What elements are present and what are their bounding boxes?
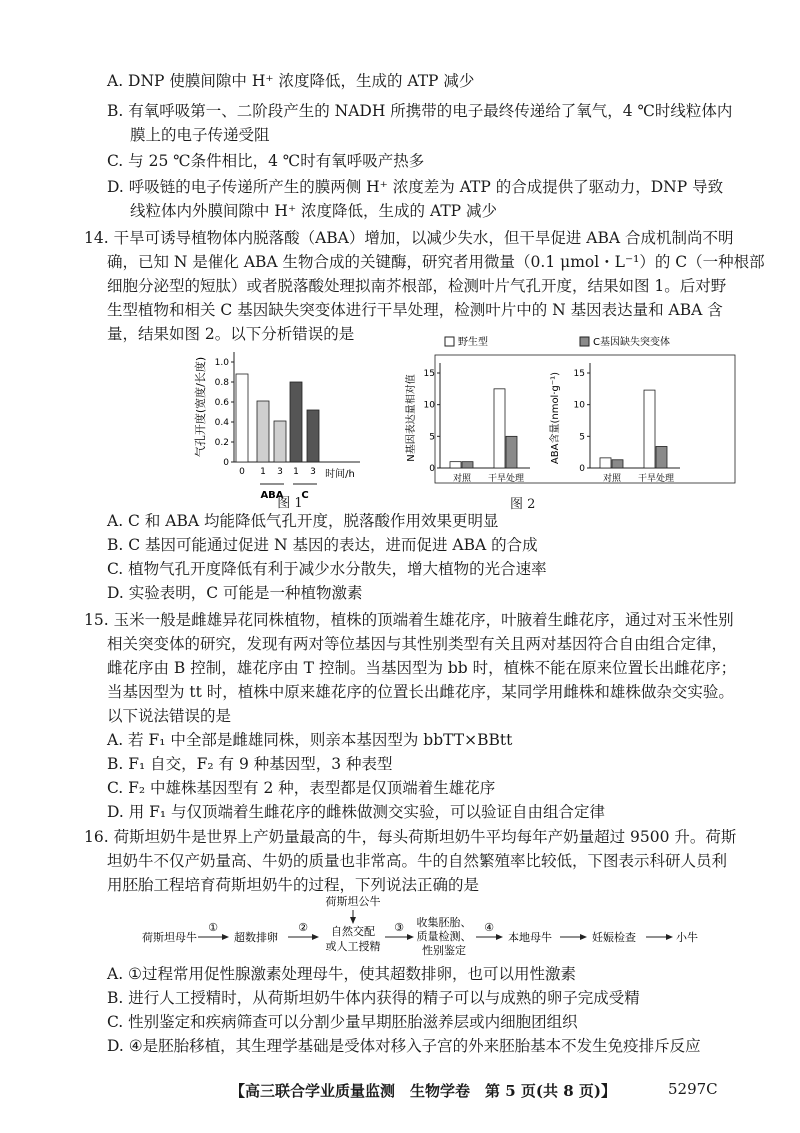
q15-stem-line1: 15. 玉米一般是雌雄异花同株植物，植株的顶端着生雄花序，叶腋着生雌花序，通过对玉米性别	[84, 611, 734, 629]
fig2b-bar	[656, 446, 667, 468]
q16-option-b: B. 进行人工授精时，从荷斯坦奶牛体内获得的精子可以与成熟的卵子完成受精	[107, 989, 640, 1007]
flow-node-superovulation: 超数排卵	[234, 931, 278, 944]
q15-stem-line4: 当基因型为 tt 时，植株中原来雄花序的位置长出雌花序，某同学用雌株和雄株做杂交实验。	[107, 683, 734, 701]
q16-option-d: D. ④是胚胎移植，其生理学基础是受体对移入子宫的外来胚胎基本不发生免疫排斥反应	[107, 1037, 701, 1055]
q13-option-b: B. 有氧呼吸第一、二阶段产生的 NADH 所携带的电子最终传递给了氧气，4 ℃时线粒体内	[107, 102, 733, 120]
fig2-frame	[435, 355, 735, 483]
fig1-bar	[274, 421, 286, 462]
footer-code: 5297C	[668, 1080, 718, 1098]
q13-option-b-cont: 膜上的电子传递受阻	[130, 126, 270, 144]
fig2a-x-tick-label: 干旱处理	[487, 474, 525, 484]
fig1-x-tick-label: 3	[310, 467, 316, 477]
fig1-x-tick-label: 3	[277, 467, 283, 477]
q15-stem-line2: 相关突变体的研究，发现有两对等位基因与其性别类型有关且两对基因符合自由组合定律，	[107, 635, 728, 653]
legend-mutant: C基因缺失突变体	[593, 337, 670, 348]
q16-stem-line3: 用胚胎工程培育荷斯坦奶牛的过程，下列说法正确的是	[107, 876, 480, 894]
q14-stem-line3: 细胞分泌型的短肽）或者脱落酸处理拟南芥根部，检测叶片气孔开度，结果如图 1。后对野	[107, 277, 727, 295]
fig2a-bar	[494, 389, 505, 468]
fig2a-y-label: N基因表达量相对值	[406, 374, 417, 462]
q13-option-a: A. DNP 使膜间隙中 H⁺ 浓度降低，生成的 ATP 减少	[107, 72, 475, 90]
q14-stem-line5: 量，结果如图 2。以下分析错误的是	[107, 325, 355, 343]
fig2b-y-tick-label: 15	[573, 369, 585, 379]
fig1-group-c: C	[301, 490, 309, 501]
fig2a-y-tick-label: 15	[423, 369, 435, 379]
flow-step-4: ④	[484, 921, 494, 934]
fig1-x-tick-label: 0	[239, 467, 245, 477]
q15-option-b: B. F₁ 自交，F₂ 有 9 种基因型，3 种表型	[107, 755, 393, 773]
fig1-y-tick-label: 0.6	[214, 398, 229, 408]
q13-option-d-cont: 线粒体内外膜间隙中 H⁺ 浓度降低，生成的 ATP 减少	[130, 202, 498, 220]
flow-node-collect: 收集胚胎、	[416, 916, 472, 929]
fig1-y-tick-label: 0	[223, 458, 229, 468]
flow-node-calf: 小牛	[676, 931, 698, 944]
flow-step-2: ②	[298, 921, 308, 934]
q14-option-d: D. 实验表明，C 可能是一种植物激素	[107, 584, 363, 602]
figure-2	[400, 333, 740, 512]
fig1-x-label: 时间/h	[325, 469, 355, 480]
figure-1	[190, 342, 390, 516]
fig2b-bar	[600, 458, 611, 468]
fig2b-y-tick-label: 0	[579, 464, 585, 474]
fig1-bar	[290, 382, 302, 462]
legend-wildtype-swatch	[445, 337, 454, 346]
q14-stem-line1: 14. 干旱可诱导植物体内脱落酸（ABA）增加，以减少失水，但干旱促进 ABA 合成机制尚不明	[84, 229, 734, 247]
q16-stem-line1: 16. 荷斯坦奶牛是世界上产奶量最高的牛，每头荷斯坦奶牛平均每年产奶量超过 9500 升。荷斯	[84, 828, 737, 846]
fig2a-y-tick-label: 0	[429, 464, 435, 474]
footer-text: 【高三联合学业质量监测 生物学卷 第 5 页(共 8 页)】	[230, 1082, 616, 1100]
fig2b-x-tick-label: 对照	[602, 474, 622, 484]
flow-node-recipient: 本地母牛	[508, 931, 552, 944]
fig2b-x-tick-label: 干旱处理	[637, 474, 675, 484]
q14-stem-line2: 确，已知 N 是催化 ABA 生物合成的关键酶，研究者用微量（0.1 μmol・L⁻¹）的 C（一种根部	[107, 253, 765, 271]
fig2-caption: 图 2	[510, 497, 536, 512]
fig1-y-tick-label: 0.2	[214, 438, 229, 448]
fig1-y-tick-label: 0.8	[214, 378, 229, 388]
figure-1-chart	[190, 342, 390, 512]
fig2a-y-tick-label: 10	[423, 400, 435, 411]
fig1-bar	[257, 401, 269, 462]
fig2a-bar	[450, 462, 461, 468]
q15-option-a: A. 若 F₁ 中全部是雌雄同株，则亲本基因型为 bbTT×BBtt	[107, 731, 513, 749]
fig2a-y-tick-label: 5	[429, 432, 435, 443]
fig1-y-tick-label: 0.4	[214, 418, 229, 428]
q14-option-a: A. C 和 ABA 均能降低气孔开度，脱落酸作用效果更明显	[107, 512, 499, 530]
flow-node-dam: 荷斯坦母牛	[142, 931, 197, 944]
q16-option-a: A. ①过程常用促性腺激素处理母牛，使其超数排卵，也可以用性激素	[107, 965, 576, 983]
fig1-bar	[307, 410, 319, 462]
q16-option-c: C. 性别鉴定和疾病筛查可以分割少量早期胚胎滋养层或内细胞团组织	[107, 1013, 578, 1031]
flow-node-pregnancy: 妊娠检查	[592, 931, 636, 944]
legend-wildtype: 野生型	[458, 337, 488, 348]
fig1-bar	[236, 374, 248, 462]
figure-2-chart	[400, 333, 740, 493]
q13-option-c: C. 与 25 ℃条件相比，4 ℃时有氧呼吸产热多	[107, 152, 425, 170]
q14-stem-line4: 生型植物和相关 C 基因缺失突变体进行干旱处理，检测叶片中的 N 基因表达量和 ABA 含	[107, 301, 723, 319]
flow-node-bull: 荷斯坦公牛	[325, 895, 381, 908]
flow-node-sex: 性别鉴定	[422, 944, 466, 957]
fig2a-bar	[462, 462, 473, 468]
flow-step-3: ③	[394, 921, 404, 934]
flow-node-mating: 自然交配	[331, 925, 375, 938]
q15-stem-line3: 雌花序由 B 控制，雄花序由 T 控制。当基因型为 bb 时，植株不能在原来位置长出雌花序；	[107, 659, 737, 677]
fig1-caption: 图 1	[277, 496, 303, 511]
fig1-x-tick-label: 1	[293, 467, 299, 477]
q15-option-c: C. F₂ 中雄株基因型有 2 种，表型都是仅顶端着生雄花序	[107, 779, 496, 797]
fig1-y-label: 气孔开度(宽度/长度)	[194, 356, 207, 458]
q14-option-b: B. C 基因可能通过促进 N 基因的表达，进而促进 ABA 的合成	[107, 536, 538, 554]
fig2b-y-tick-label: 5	[579, 432, 585, 443]
q16-stem-line2: 坦奶牛不仅产奶量高、牛奶的质量也非常高。牛的自然繁殖率比较低，下图表示科研人员利	[107, 852, 728, 870]
fig2b-y-tick-label: 10	[573, 400, 585, 411]
fig2b-y-label: ABA含量(nmol·g⁻¹)	[550, 371, 561, 465]
fig2b-bar	[612, 460, 623, 468]
fig1-x-tick-label: 1	[260, 467, 266, 477]
flow-node-quality: 质量检测、	[416, 930, 472, 943]
flow-step-1: ①	[208, 921, 218, 934]
q14-option-c: C. 植物气孔开度降低有利于减少水分散失，增大植物的光合速率	[107, 560, 547, 578]
process-flow-diagram	[140, 895, 700, 969]
q15-option-d: D. 用 F₁ 与仅顶端着生雌花序的雌株做测交实验，可以验证自由组合定律	[107, 803, 606, 821]
flow-svg	[140, 895, 700, 965]
fig2b-bar	[644, 390, 655, 468]
q13-option-d: D. 呼吸链的电子传递所产生的膜两侧 H⁺ 浓度差为 ATP 的合成提供了驱动力，DNP 导致	[107, 178, 724, 196]
q15-stem-line5: 以下说法错误的是	[107, 707, 232, 725]
flow-node-mating-alt: 或人工授精	[325, 940, 381, 953]
fig2a-x-tick-label: 对照	[452, 474, 472, 484]
fig1-group-aba: ABA	[260, 490, 284, 501]
fig1-y-tick-label: 1.0	[214, 358, 229, 368]
fig2a-bar	[506, 436, 517, 468]
legend-mutant-swatch	[580, 337, 589, 346]
